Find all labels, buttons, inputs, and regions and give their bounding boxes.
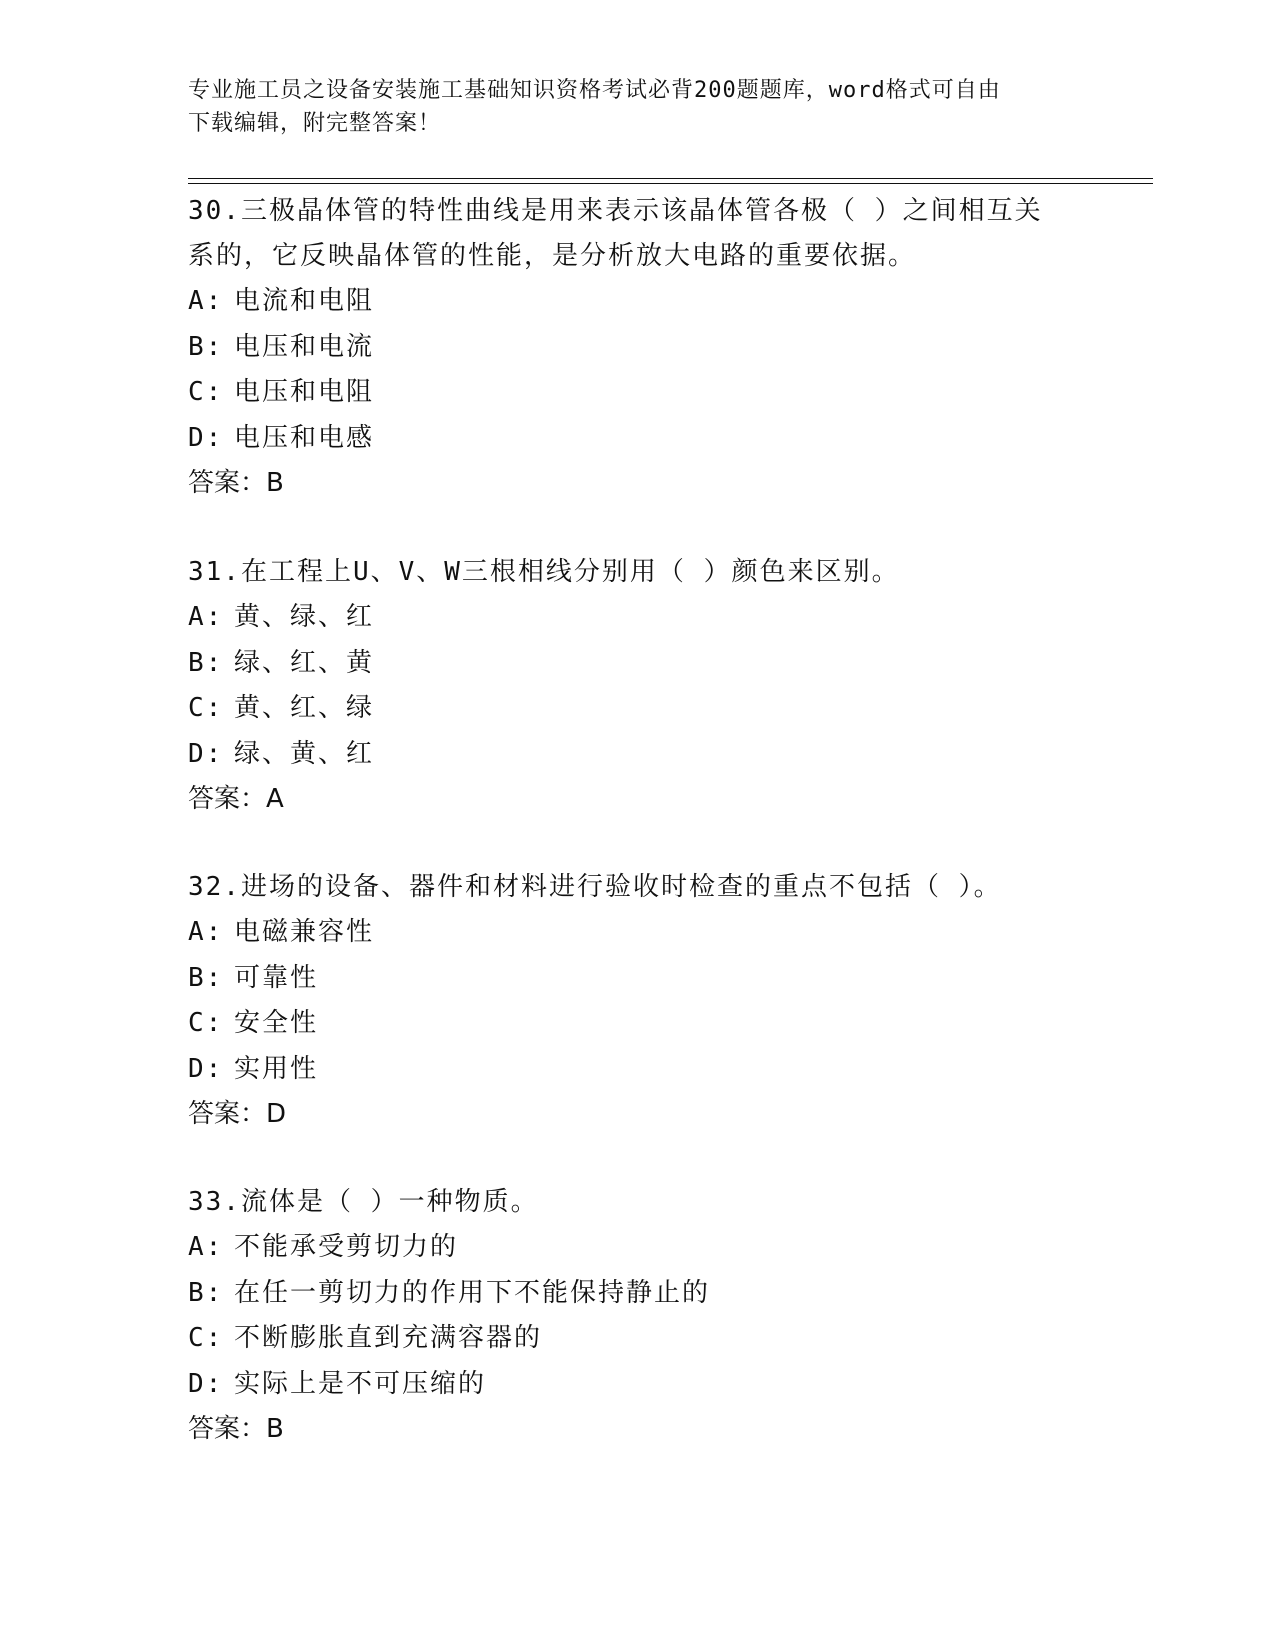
option-text: 实际上是不可压缩的: [234, 1368, 487, 1399]
answer-line: 答案：A: [188, 784, 284, 814]
option-letter: A:: [188, 286, 224, 316]
option-text: 黄、绿、红: [234, 602, 375, 632]
option-text: 电磁兼容性: [234, 917, 375, 947]
question-stem: 31.在工程上U、V、W三根相线分别用（ ）颜色来区别。: [188, 557, 900, 587]
option-letter: A:: [188, 602, 224, 632]
option-a: [188, 910, 1088, 956]
question-31: [188, 550, 1088, 822]
question-gap: [188, 1137, 1088, 1180]
option-text: 在任一剪切力的作用下不能保持静止的: [234, 1277, 711, 1308]
option-text: 可靠性: [234, 962, 319, 993]
option-c: [188, 686, 1088, 732]
option-letter: C:: [188, 1008, 224, 1038]
question-stem: 33.流体是（ ）一种物质。: [188, 1187, 539, 1217]
option-b: [188, 956, 1088, 1002]
header-line-2: 下载编辑，附完整答案！: [188, 111, 442, 136]
option-text: 绿、红、黄: [234, 647, 375, 678]
header-divider-bottom: [188, 183, 1153, 184]
question-gap: [188, 822, 1088, 865]
option-text: 绿、黄、红: [234, 738, 375, 769]
option-text: 电流和电阻: [234, 286, 375, 316]
option-a: [188, 1225, 1088, 1271]
option-c: [188, 1316, 1088, 1362]
option-letter: A:: [188, 1232, 224, 1262]
option-text: 电压和电感: [234, 422, 375, 453]
option-a: [188, 279, 1088, 325]
option-letter: C:: [188, 1323, 224, 1353]
header-divider-top: [188, 178, 1153, 179]
option-letter: D:: [188, 1368, 224, 1399]
option-letter: D:: [188, 1053, 224, 1084]
answer-line: 答案：D: [188, 1099, 287, 1129]
option-d: [188, 1047, 1088, 1093]
option-letter: B:: [188, 331, 224, 362]
option-d: [188, 416, 1088, 462]
question-32: [188, 865, 1088, 1137]
option-letter: B:: [188, 1277, 224, 1308]
option-letter: D:: [188, 738, 224, 769]
option-c: [188, 1001, 1088, 1047]
question-gap: [188, 506, 1088, 550]
answer-line: 答案：B: [188, 1414, 284, 1444]
option-c: [188, 370, 1088, 416]
option-text: 黄、红、绿: [234, 693, 375, 723]
option-b: [188, 1271, 1088, 1317]
option-letter: C:: [188, 693, 224, 723]
question-list: [188, 189, 1088, 1452]
option-d: [188, 732, 1088, 778]
option-letter: C:: [188, 377, 224, 407]
option-text: 不断膨胀直到充满容器的: [234, 1323, 543, 1353]
option-letter: B:: [188, 647, 224, 678]
option-text: 实用性: [234, 1053, 319, 1084]
option-b: [188, 641, 1088, 687]
question-stem-continued: 系的，它反映晶体管的性能，是分析放大电路的重要依据。: [188, 241, 917, 271]
answer-line: 答案：B: [188, 468, 284, 498]
question-33: [188, 1180, 1088, 1452]
option-a: [188, 595, 1088, 641]
option-letter: D:: [188, 422, 224, 453]
option-text: 安全性: [234, 1008, 319, 1038]
question-stem: 32.进场的设备、器件和材料进行验收时检查的重点不包括（ ）。: [188, 872, 1002, 902]
option-text: 电压和电阻: [234, 377, 375, 407]
option-text: 电压和电流: [234, 331, 375, 362]
option-letter: A:: [188, 917, 224, 947]
option-text: 不能承受剪切力的: [234, 1232, 459, 1262]
document-header: [188, 74, 1068, 140]
option-letter: B:: [188, 962, 224, 993]
header-line-1: 专业施工员之设备安装施工基础知识资格考试必背200题题库，word格式可自由: [188, 78, 1001, 103]
question-30: [188, 189, 1088, 506]
question-stem: 30.三极晶体管的特性曲线是用来表示该晶体管各极（ ）之间相互关: [188, 196, 1043, 226]
option-b: [188, 325, 1088, 371]
option-d: [188, 1362, 1088, 1408]
